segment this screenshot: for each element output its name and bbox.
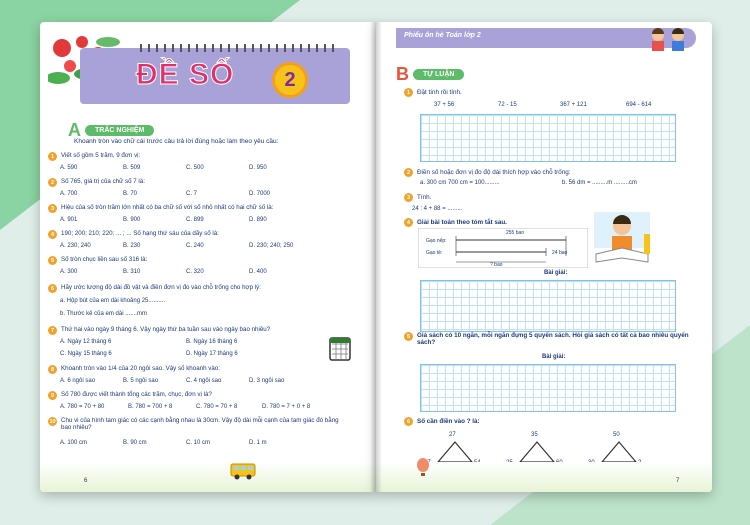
calendar-icon (328, 334, 352, 362)
essay-question-6: 6 Số cần điền vào ? là: (404, 417, 480, 426)
question-10: 10 Chu vi của hình tam giác có các cạnh bằng nhau là 30cm. Vậy độ dài mỗi cạnh của tam giác đó bằng bao nhiêu? (49, 417, 339, 431)
question-7-options-row-1: A. Ngày 12 tháng 6 B. Ngày 16 tháng 6 (60, 339, 238, 345)
solution-label-4: Bài giải: (544, 270, 568, 276)
section-label: TỰ LUẬN (413, 69, 464, 80)
calc-item-1: 37 + 56 (434, 102, 455, 108)
calc-item-4: 694 - 614 (626, 102, 652, 108)
triangle-3-top: 50 (613, 432, 620, 438)
diagram-label-total: 255 bao (506, 230, 525, 236)
diagram-label-sticky-rice: Gạo nếp: (426, 238, 447, 244)
boy-reading-icon (588, 210, 656, 270)
question-10-options: A. 100 cm B. 90 cm C. 10 cm D. 1 m (60, 440, 267, 446)
triangle-1-top: 27 (449, 432, 456, 438)
question-6-line-b: b. Thước kẻ của em dài .......mm (60, 311, 147, 317)
question-1: 1 Viết số gồm 5 trăm, 9 đơn vị: (48, 152, 140, 161)
calc-item-2: 72 - 15 (498, 102, 517, 108)
diagram-label-diff: 24 bao (552, 250, 568, 256)
page-number-left: 6 (84, 478, 88, 484)
question-3-options: A. 901 B. 900 C. 899 D. 890 (60, 217, 267, 223)
question-7-options-row-2: C. Ngày 15 tháng 6 D. Ngày 17 tháng 6 (60, 351, 238, 357)
instruction-text: Khoanh tròn vào chữ cái trước câu trả lời đúng hoặc làm theo yêu cầu: (74, 138, 279, 145)
question-1-options: A. 590 B. 509 C. 500 D. 950 (60, 165, 267, 171)
question-2: 2 Số 765, giá trị của chữ số 7 là: (48, 178, 145, 187)
essay-question-2: 2 Điền số hoặc đơn vị đo độ dài thích hợp vào chỗ trống: (404, 168, 571, 177)
essay-question-4: 4 Giải bài toán theo tóm tắt sau. (404, 218, 507, 227)
solution-label-5: Bài giải: (542, 354, 566, 360)
question-5: 5 Số tròn chục liền sau số 316 là: (48, 256, 147, 265)
section-label: TRẮC NGHIỆM (85, 125, 154, 136)
answer-grid-5[interactable] (420, 364, 676, 412)
calc-item-3: 367 + 121 (560, 102, 587, 108)
school-bus-icon (230, 462, 256, 480)
question-5-options: A. 300 B. 310 C. 320 D. 400 (60, 269, 267, 275)
triangle-2-top: 35 (531, 432, 538, 438)
question-2-part-b: b. 56 dm = .........m .........cm (562, 180, 637, 186)
question-2-options: A. 700 B. 70 C. 7 D. 7000 (60, 191, 271, 197)
question-4: 4 190; 200; 210; 220; ... ; ... Số hạng thứ sáu của dãy số là: (48, 230, 219, 239)
footer-grass (40, 462, 376, 492)
question-9: 9 Số 780 được viết thành tổng các trăm, chục, đơn vị là? (48, 391, 212, 400)
essay-question-5: 5 Giá sách có 10 ngăn, mỗi ngăn đựng 5 quyển sách. Hỏi giá sách có tất cả bao nhiêu quyển sách? (404, 332, 694, 346)
section-b-header (396, 64, 464, 85)
question-9-options: A. 780 = 70 + 80 B. 780 = 700 + 8 C. 780 = 70 + 8 D. 780 = 7 + 0 + 8 (60, 404, 311, 410)
question-4-options: A. 230; 240 B. 230 C. 240 D. 230; 240; 250 (60, 243, 294, 249)
question-8-options: A. 6 ngôi sao B. 5 ngôi sao C. 4 ngôi sao D. 3 ngôi sao (60, 378, 285, 384)
page-title: ĐỀ SỐ (136, 58, 235, 91)
section-letter: A (68, 120, 81, 140)
book-spine (370, 22, 382, 492)
calc-grid[interactable] (420, 114, 676, 162)
question-2-part-a: a. 300 cm 700 cm = 100......... (420, 180, 500, 186)
question-6: 6 Hãy ước lượng độ dài đồ vật và điền đơn vị đo vào chỗ trống cho hợp lý: (48, 284, 261, 293)
question-7: 7 Thứ hai vào ngày 9 tháng 6. Vậy ngày thứ ba tuần sau vào ngày bao nhiêu? (48, 326, 270, 335)
question-8: 8 Khoanh tròn vào 1/4 của 20 ngôi sao. Vậy số khoanh vào: (48, 365, 220, 374)
summary-diagram (418, 228, 588, 268)
header-title: Phiếu ôn hè Toán lớp 2 (404, 32, 481, 39)
essay-question-3: 3 Tính. (404, 193, 431, 202)
test-number-badge: 2 (272, 62, 308, 98)
spiral-binding (140, 44, 340, 52)
diagram-label-plain-rice: Gạo tẻ: (426, 250, 443, 256)
page-number-right: 7 (676, 478, 680, 484)
diagram-label-unknown: ? bao (490, 262, 503, 268)
essay-question-1: 1 Đặt tính rồi tính. (404, 88, 462, 97)
section-letter: B (396, 64, 409, 84)
question-6-line-a: a. Hộp bút của em dài khoảng 25.......... (60, 298, 166, 304)
open-workbook (40, 22, 712, 510)
left-page (40, 22, 376, 492)
right-page (376, 22, 712, 492)
question-3: 3 Hiệu của số tròn trăm lớn nhất có ba chữ số với số nhỏ nhất có hai chữ số là: (48, 204, 273, 213)
question-3-expression: 24 : 4 + 88 = ......... (412, 206, 463, 212)
hot-air-balloon-icon (416, 458, 430, 478)
kids-reading-icon (646, 26, 690, 54)
answer-grid-4[interactable] (420, 280, 676, 332)
